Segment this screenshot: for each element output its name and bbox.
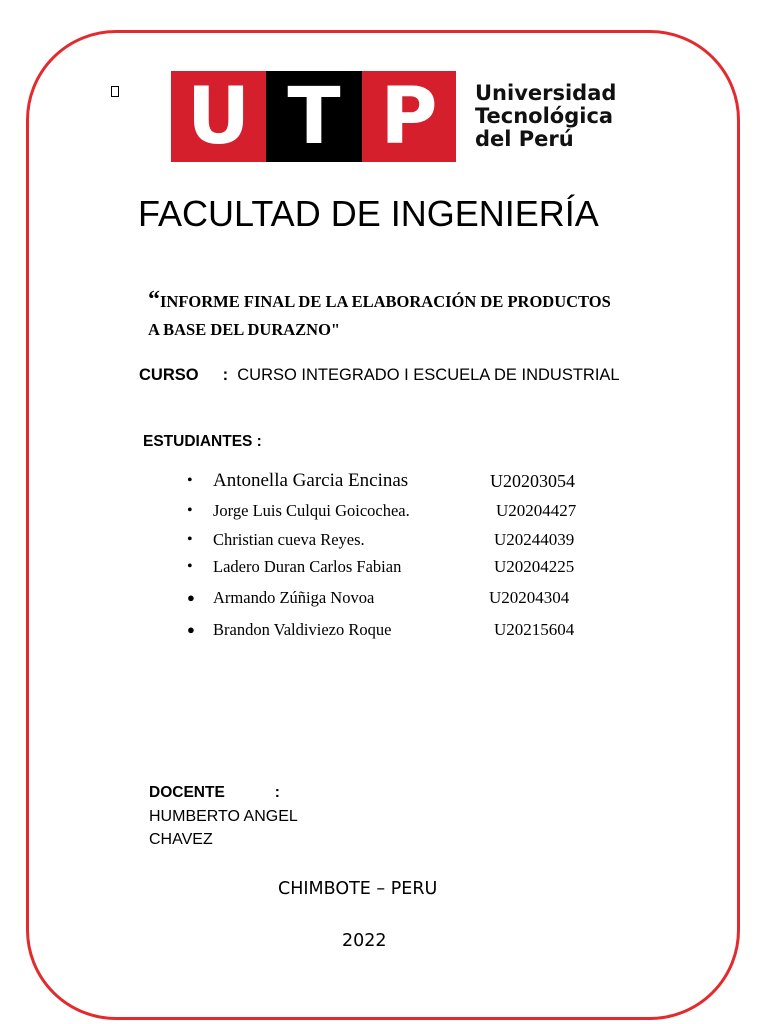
student-name: Armando Zúñiga Novoa [213,588,375,607]
year: 2022 [342,931,387,951]
student-name: Jorge Luis Culqui Goicochea. [213,501,410,520]
university-name-line-1: Universidad [475,81,617,105]
city-country: CHIMBOTE – PERU [278,879,438,899]
student-code: U20215604 [494,620,575,639]
university-name-line-3: del Perú [475,127,574,151]
docente-separator: : [274,784,280,801]
university-name [475,82,616,151]
course-separator: : [222,366,229,384]
bullet-icon: • [187,558,193,575]
student-row [187,618,627,642]
page-border [26,30,740,1020]
student-name: Christian cueva Reyes. [213,530,365,549]
docente-line [149,783,280,803]
student-name: Antonella Garcia Encinas [213,470,409,491]
course-line [139,364,620,386]
bullet-icon: • [187,531,193,548]
student-row [187,469,627,493]
student-name: Brandon Valdiviezo Roque [213,620,392,639]
report-title [148,288,688,344]
student-code: U20204304 [489,588,570,607]
student-name: Ladero Duran Carlos Fabian [213,557,402,576]
bullet-icon: • [187,502,193,519]
bullet-icon: ● [187,622,195,637]
student-code: U20204427 [496,501,577,520]
student-row [187,528,627,552]
logo-letter-p: P [362,71,456,162]
faculty-title: FACULTAD DE INGENIERÍA [138,193,599,234]
docente-name: HUMBERTO ANGEL CHAVEZ [149,808,298,848]
student-code: U20203054 [490,471,575,491]
bullet-icon: • [187,472,193,489]
course-value: CURSO INTEGRADO I ESCUELA DE INDUSTRIAL [237,366,620,384]
utp-logo [171,71,456,162]
student-code: U20244039 [494,530,575,549]
student-row [187,586,627,610]
missing-glyph-icon [111,86,119,97]
student-code: U20204225 [494,557,575,576]
report-title-line-1: INFORME FINAL DE LA ELABORACIÓN DE PRODUCTOS [160,292,611,311]
report-title-line-2: A BASE DEL DURAZNO" [148,320,341,339]
logo-letter-u: U [171,71,266,162]
student-row [187,555,627,579]
course-label: CURSO [139,366,199,384]
bullet-icon: ● [187,590,195,605]
docente-label: DOCENTE [149,784,225,801]
student-row [187,499,627,523]
students-label: ESTUDIANTES : [143,433,262,450]
report-open-quote: “ [148,287,160,313]
logo-letter-t: T [266,71,362,162]
university-name-line-2: Tecnológica [475,104,614,128]
